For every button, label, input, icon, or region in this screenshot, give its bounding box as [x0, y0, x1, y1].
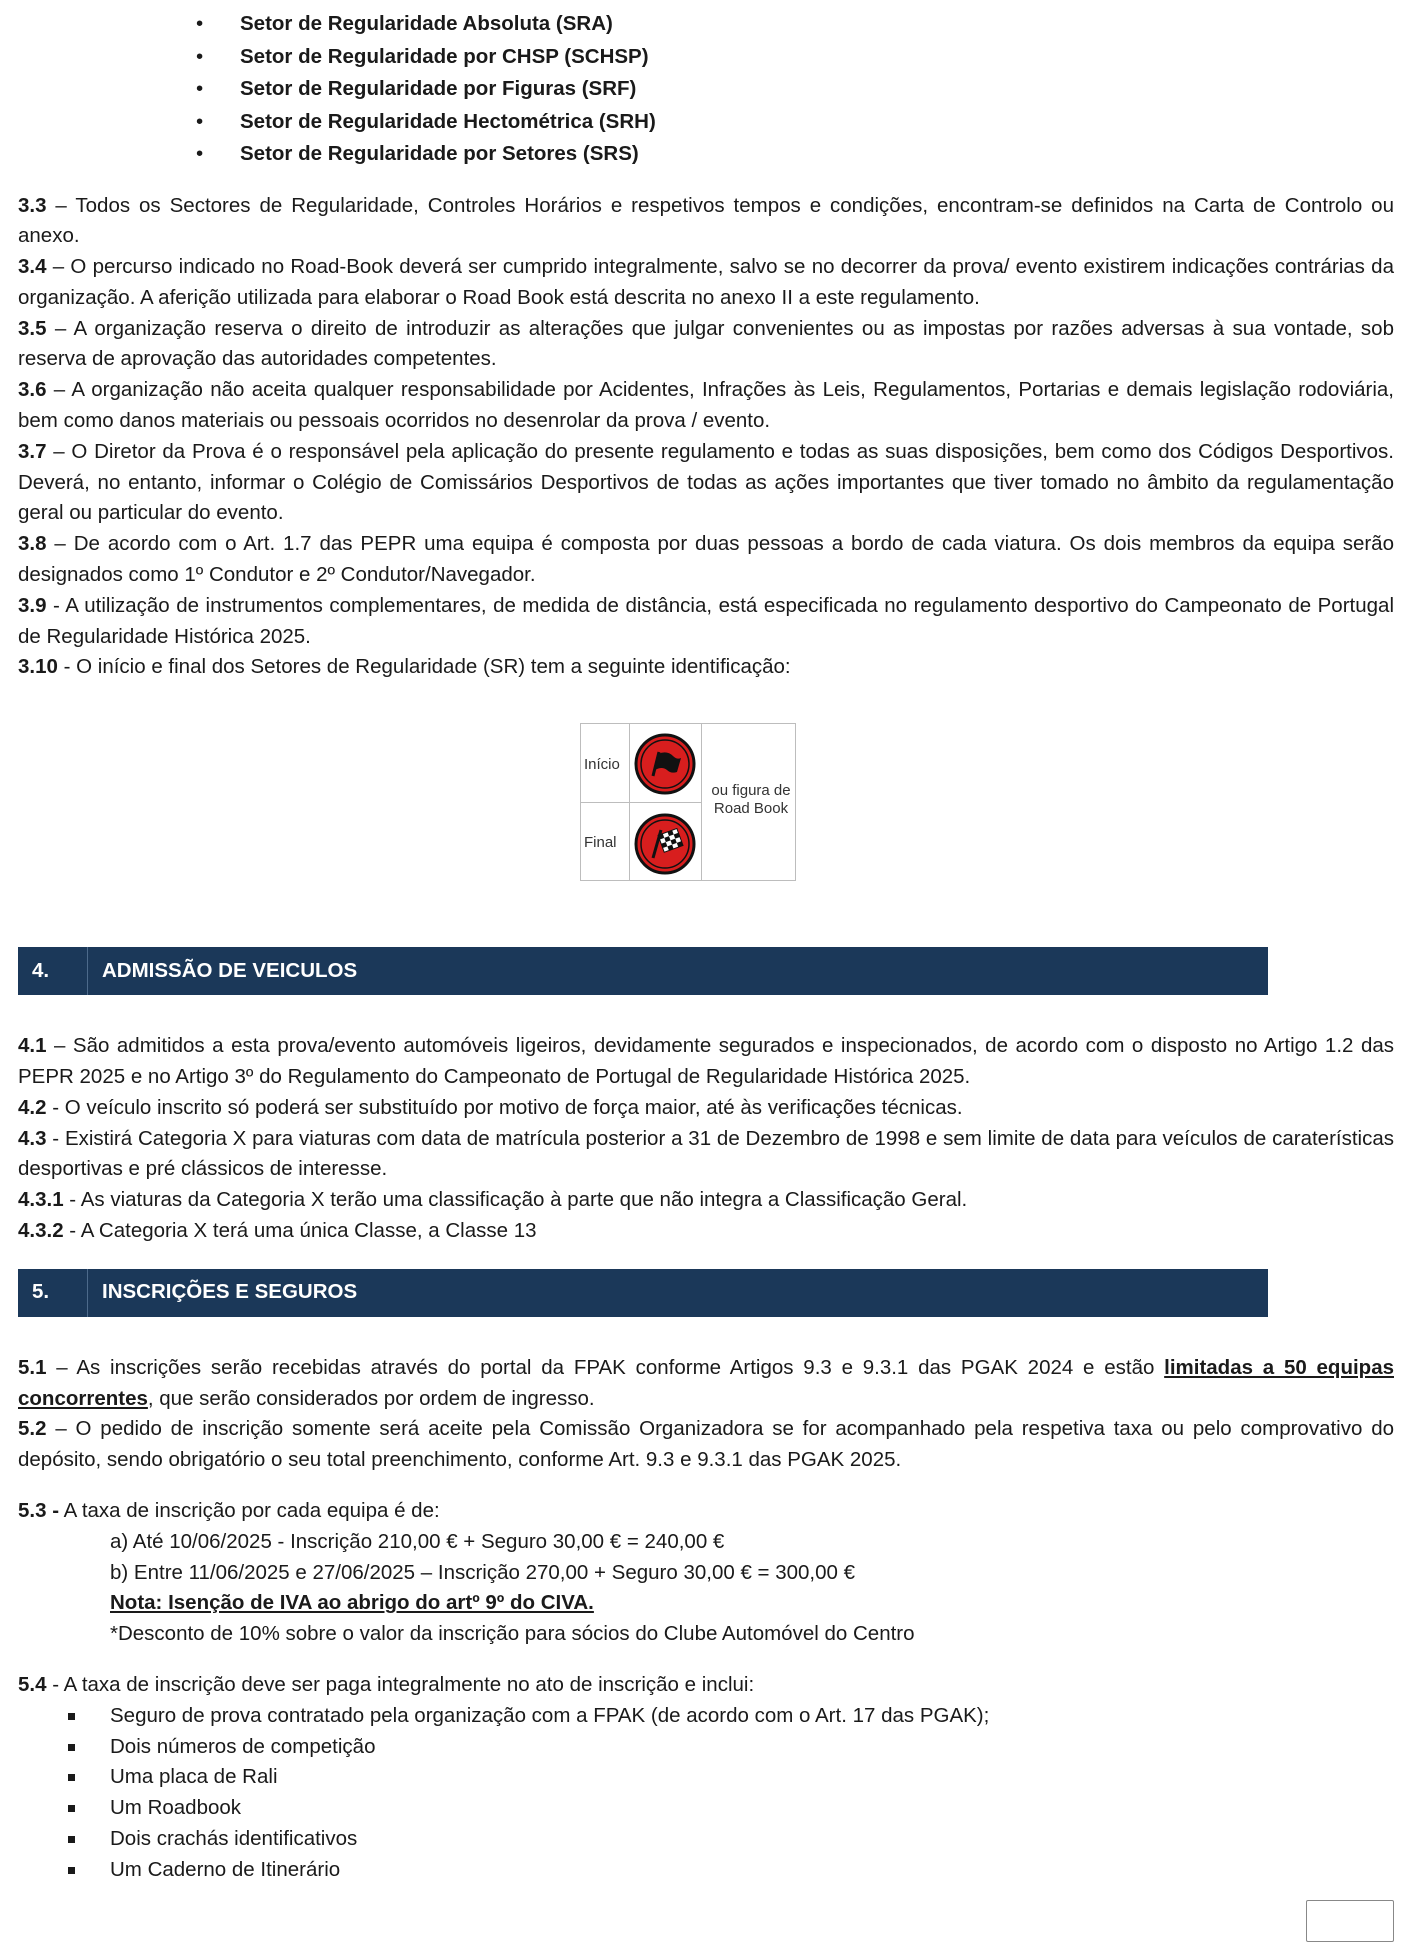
article-text: – De acordo com o Art. 1.7 das PEPR uma equipa é composta por duas pessoas a bordo de cada viatura. Os dois membros da equipa serão designados como 1º Condutor e 2º Condutor/Navegador.	[18, 532, 1394, 587]
article-text: – O percurso indicado no Road-Book deverá ser cumprido integralmente, salvo se no decorrer da prova/ evento existirem indicações contrárias da organização. A aferição utilizada para elaborar o Road Book está descrita no anexo II a este regulamento.	[18, 255, 1394, 309]
paragraph-4-1	[18, 1031, 1394, 1093]
paragraph-3-5	[18, 314, 1394, 376]
section-number: 4.	[18, 947, 88, 995]
article-number: 4.1	[18, 1034, 47, 1058]
article-number: 3.9	[18, 593, 47, 617]
article-text: – As inscrições serão recebidas através do portal da FPAK conforme Artigos 9.3 e 9.3.1 das PGAK 2024 e estão	[46, 1355, 1165, 1379]
paragraph-3-3	[18, 191, 1394, 253]
article-text: A taxa de inscrição por cada equipa é de:	[59, 1499, 440, 1523]
paragraph-3-6	[18, 375, 1394, 437]
discount-note: *Desconto de 10% sobre o valor da inscrição para sócios do Clube Automóvel do Centro	[110, 1622, 915, 1646]
fee-includes-list	[18, 1701, 1394, 1886]
fee-option-b: b) Entre 11/06/2025 e 27/06/2025 – Inscrição 270,00 + Seguro 30,00 € = 300,00 €	[110, 1560, 856, 1584]
paragraph-4-2	[18, 1093, 1394, 1124]
article-number: 4.3.1	[18, 1188, 64, 1212]
red-flag-sign-icon	[633, 732, 697, 796]
list-item: Um Roadbook	[18, 1793, 1394, 1824]
list-item: • Setor de Regularidade por Setores (SRS)	[18, 138, 1394, 171]
paragraph-4-3	[18, 1124, 1394, 1186]
list-item: Dois crachás identificativos	[18, 1824, 1394, 1855]
list-item: Dois números de competição	[18, 1732, 1394, 1763]
paragraph-4-3-2	[18, 1216, 1394, 1247]
team-limit-highlight: limitadas a 50 equipas concorrentes	[18, 1355, 1394, 1410]
article-number: 3.6	[18, 378, 47, 402]
fee-option-a: a) Até 10/06/2025 - Inscrição 210,00 € + Seguro 30,00 € = 240,00 €	[110, 1529, 725, 1553]
list-item: • Setor de Regularidade por CHSP (SCHSP)	[18, 41, 1394, 74]
paragraph-3-7	[18, 437, 1394, 529]
section-header-4	[18, 947, 1268, 995]
article-number: 3.5	[18, 316, 47, 340]
article-text: – São admitidos a esta prova/evento automóveis ligeiros, devidamente segurados e inspecionados, de acordo com o disposto no Artigo 1.2 das PEPR 2025 e no Artigo 3º do Regulamento do Campeonato de Portugal de Regularidade Histórica 2025.	[18, 1034, 1394, 1089]
paragraph-5-2	[18, 1414, 1394, 1476]
paragraph-3-8	[18, 529, 1394, 591]
article-text: – Todos os Sectores de Regularidade, Controles Horários e respetivos tempos e condições, encontram-se definidos na Carta de Controlo ou anexo.	[18, 193, 1394, 248]
end-label: Final	[584, 834, 617, 852]
article-number: 5.3 -	[18, 1499, 60, 1523]
section-title: INSCRIÇÕES E SEGUROS	[102, 1280, 358, 1304]
article-text: – A organização não aceita qualquer responsabilidade por Acidentes, Infrações às Leis, Regulamentos, Portarias e demais legislação rodoviária, bem como danos materiais ou pessoais ocorridos no desenrolar da prova / evento.	[18, 378, 1394, 433]
section-header-5	[18, 1269, 1268, 1317]
article-text: - A utilização de instrumentos complementares, de medida de distância, está especificada no regulamento desportivo do Campeonato de Portugal de Regularidade Histórica 2025.	[18, 593, 1394, 648]
article-text: - O veículo inscrito só poderá ser substituído por motivo de força maior, até às verificações técnicas.	[46, 1095, 963, 1119]
section-number: 5.	[18, 1269, 88, 1317]
article-number: 4.3.2	[18, 1219, 64, 1243]
article-number: 4.2	[18, 1095, 47, 1119]
article-number: 4.3	[18, 1126, 47, 1150]
paragraph-3-10	[18, 652, 1394, 683]
paragraph-4-3-1	[18, 1185, 1394, 1216]
article-text: - As viaturas da Categoria X terão uma classificação à parte que não integra a Classificação Geral.	[63, 1188, 968, 1212]
vat-note-text: Nota: Isenção de IVA ao abrigo do artº 9º do CIVA.	[110, 1591, 594, 1615]
paragraph-3-4	[18, 252, 1394, 314]
paragraph-5-1	[18, 1353, 1394, 1415]
article-number: 3.10	[18, 655, 58, 679]
document-page	[18, 8, 1394, 1886]
paragraph-5-4	[18, 1670, 1394, 1701]
paragraph-5-3	[18, 1496, 1394, 1527]
list-item: Uma placa de Rali	[18, 1762, 1394, 1793]
article-text: – O pedido de inscrição somente será aceite pela Comissão Organizadora se for acompanhado pela respetiva taxa ou pelo comprovativo do depósito, sendo obrigatório o seu total preenchimento, conforme Art. 9.3 e 9.3.1 das PGAK 2025.	[18, 1417, 1394, 1472]
checkered-flag-sign-icon	[633, 812, 697, 876]
regularity-sector-list	[18, 8, 1394, 171]
article-text: – O Diretor da Prova é o responsável pela aplicação do presente regulamento e todas as suas disposições, bem como dos Códigos Desportivos. Deverá, no entanto, informar o Colégio de Comissários Desportivos de todas as ações importantes que tiver tomado no âmbito da regulamentação geral ou particular do evento.	[18, 439, 1394, 525]
list-item: • Setor de Regularidade Hectométrica (SRH)	[18, 106, 1394, 139]
start-label: Início	[584, 756, 620, 774]
page-number-box	[1306, 1900, 1394, 1942]
article-number: 5.1	[18, 1355, 47, 1379]
article-number: 3.7	[18, 439, 47, 463]
article-number: 5.4	[18, 1673, 47, 1696]
article-text: - Existirá Categoria X para viaturas com data de matrícula posterior a 31 de Dezembro de 1998 e sem limite de data para veículos de caraterísticas desportivas e pré clássicos de interesse.	[18, 1126, 1394, 1181]
article-number: 3.4	[18, 255, 47, 279]
article-number: 3.8	[18, 532, 47, 556]
article-text: – A organização reserva o direito de introduzir as alterações que julgar convenientes ou as impostas por razões adversas à sua vontade, sob reserva de aprovação das autoridades competentes.	[18, 316, 1394, 371]
list-item: • Setor de Regularidade por Figuras (SRF)	[18, 73, 1394, 106]
article-text: - A Categoria X terá uma única Classe, a Classe 13	[63, 1219, 537, 1243]
list-item: Um Caderno de Itinerário	[18, 1855, 1394, 1886]
article-number: 5.2	[18, 1417, 47, 1441]
vat-note	[18, 1588, 1394, 1619]
sr-identification-figure	[580, 723, 796, 881]
article-text: , que serão considerados por ordem de ingresso.	[147, 1386, 595, 1410]
article-text: - O início e final dos Setores de Regularidade (SR) tem a seguinte identificação:	[57, 655, 791, 679]
article-number: 3.3	[18, 193, 47, 217]
list-item: • Setor de Regularidade Absoluta (SRA)	[18, 8, 1394, 41]
paragraph-3-9	[18, 591, 1394, 653]
section-title: ADMISSÃO DE VEICULOS	[102, 958, 358, 982]
list-item: Seguro de prova contratado pela organização com a FPAK (de acordo com o Art. 17 das PGAK);	[18, 1701, 1394, 1732]
article-text: - A taxa de inscrição deve ser paga integralmente no ato de inscrição e inclui:	[46, 1673, 755, 1696]
road-book-figure-label: ou figura de Road Book	[711, 782, 791, 818]
